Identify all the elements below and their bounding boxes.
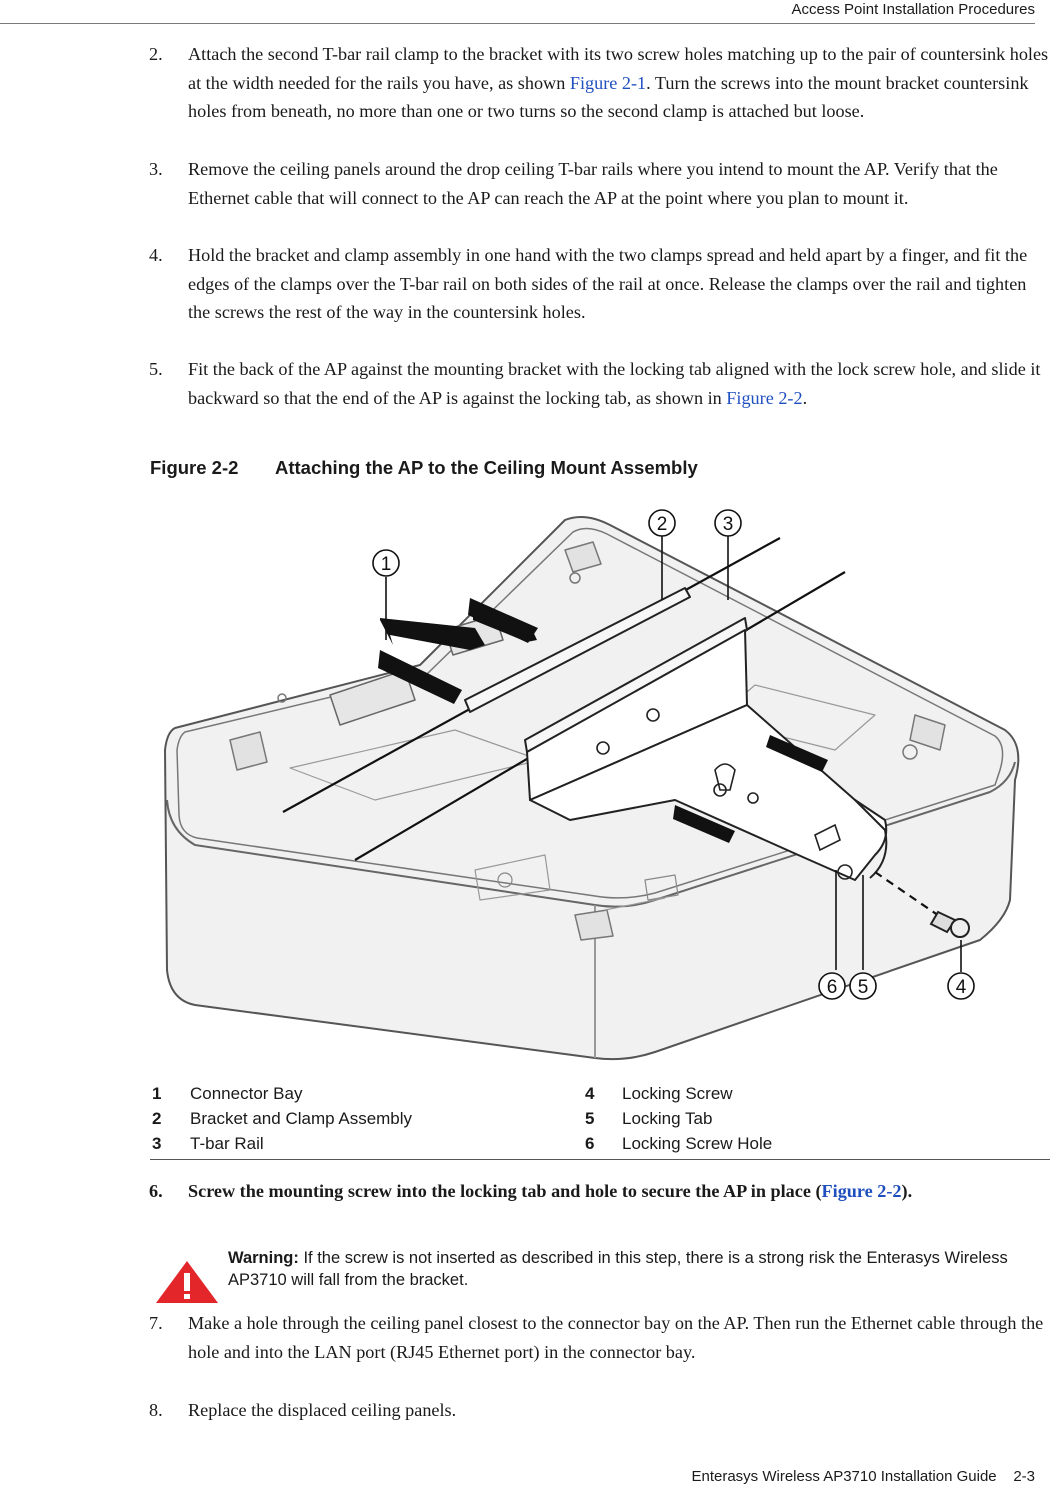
step-number: 5.: [149, 359, 163, 379]
legend-row: 1 Connector Bay 4 Locking Screw: [152, 1084, 733, 1103]
guide-title: Enterasys Wireless AP3710 Installation Guide: [691, 1468, 997, 1485]
figure-link[interactable]: Figure 2-2: [821, 1181, 902, 1201]
callout-3-label: 3: [722, 514, 734, 535]
legend-row: 2 Bracket and Clamp Assembly 5 Locking Tab: [152, 1109, 713, 1128]
step-text: Screw the mounting screw into the locking tab and hole to secure the AP in place (Figure 2-2).: [188, 1181, 913, 1201]
step-text: Attach the second T-bar rail clamp to the bracket with its two screw holes matching up to the pair of countersink holes at the width needed for the rails you have, as shown Figure 2-1. Turn the screws into the mount bracket countersink holes from beneath, no more than one or two turns so the second clamp is attached but loose.: [188, 44, 1049, 122]
figure-link[interactable]: Figure 2-2: [726, 387, 803, 408]
callout-6-label: 6: [826, 977, 838, 998]
figure-title: Attaching the AP to the Ceiling Mount Assembly: [275, 457, 698, 478]
callout-4-label: 4: [955, 977, 967, 998]
callout-2-label: 2: [656, 514, 668, 535]
warning-note: [154, 1247, 1034, 1303]
step-2: [149, 40, 1049, 126]
step-4: [149, 241, 1049, 327]
page-number: 2-3: [1013, 1468, 1035, 1485]
step-5: [149, 355, 1049, 412]
ceiling-mount-illustration: [155, 500, 1035, 1070]
step-number: 8.: [149, 1400, 163, 1420]
step-7: [149, 1309, 1049, 1366]
step-text: Replace the displaced ceiling panels.: [188, 1400, 457, 1420]
step-text: Fit the back of the AP against the mounting bracket with the locking tab aligned with the lock screw hole, and slide it backward so that the end of the AP is against the locking tab, as shown in Figure 2-2.: [188, 359, 1041, 408]
warning-icon: [154, 1259, 220, 1305]
step-number: 4.: [149, 245, 163, 265]
step-text: Hold the bracket and clamp assembly in one hand with the two clamps spread and held apart by a finger, and fit the edges of the clamps over the T-bar rail on both sides of the rail at once. Release the clamps over the rail and tighten the screws the rest of the way in the countersink holes.: [188, 245, 1028, 323]
running-footer: [691, 1468, 1035, 1485]
step-8: [149, 1396, 1049, 1425]
callout-1-label: 1: [380, 554, 392, 575]
legend-row: 3 T-bar Rail 6 Locking Screw Hole: [152, 1134, 773, 1153]
callout-5-label: 5: [857, 977, 869, 998]
figure-legend: [150, 1084, 1050, 1160]
step-3: [149, 155, 1049, 212]
step-number: 7.: [149, 1313, 163, 1333]
step-text: Remove the ceiling panels around the drop ceiling T-bar rails where you intend to mount the AP. Verify that the Ethernet cable that will connect to the AP can reach the AP at the point where you plan to mount it.: [188, 159, 998, 208]
figure-caption: [150, 457, 698, 479]
step-number: 2.: [149, 44, 163, 64]
step-number: 6.: [149, 1181, 163, 1201]
step-number: 3.: [149, 159, 163, 179]
running-header: Access Point Installation Procedures: [0, 0, 1035, 24]
step-6: [149, 1177, 1049, 1206]
figure-label: Figure 2-2: [150, 457, 239, 478]
step-text: Make a hole through the ceiling panel closest to the connector bay on the AP. Then run the Ethernet cable through the hole and into the LAN port (RJ45 Ethernet port) in the connector bay.: [188, 1313, 1044, 1362]
warning-text: Warning: If the screw is not inserted as described in this step, there is a strong risk the Enterasys Wireless AP3710 will fall from the bracket.: [228, 1249, 1008, 1289]
figure-link[interactable]: Figure 2-1: [569, 72, 647, 93]
